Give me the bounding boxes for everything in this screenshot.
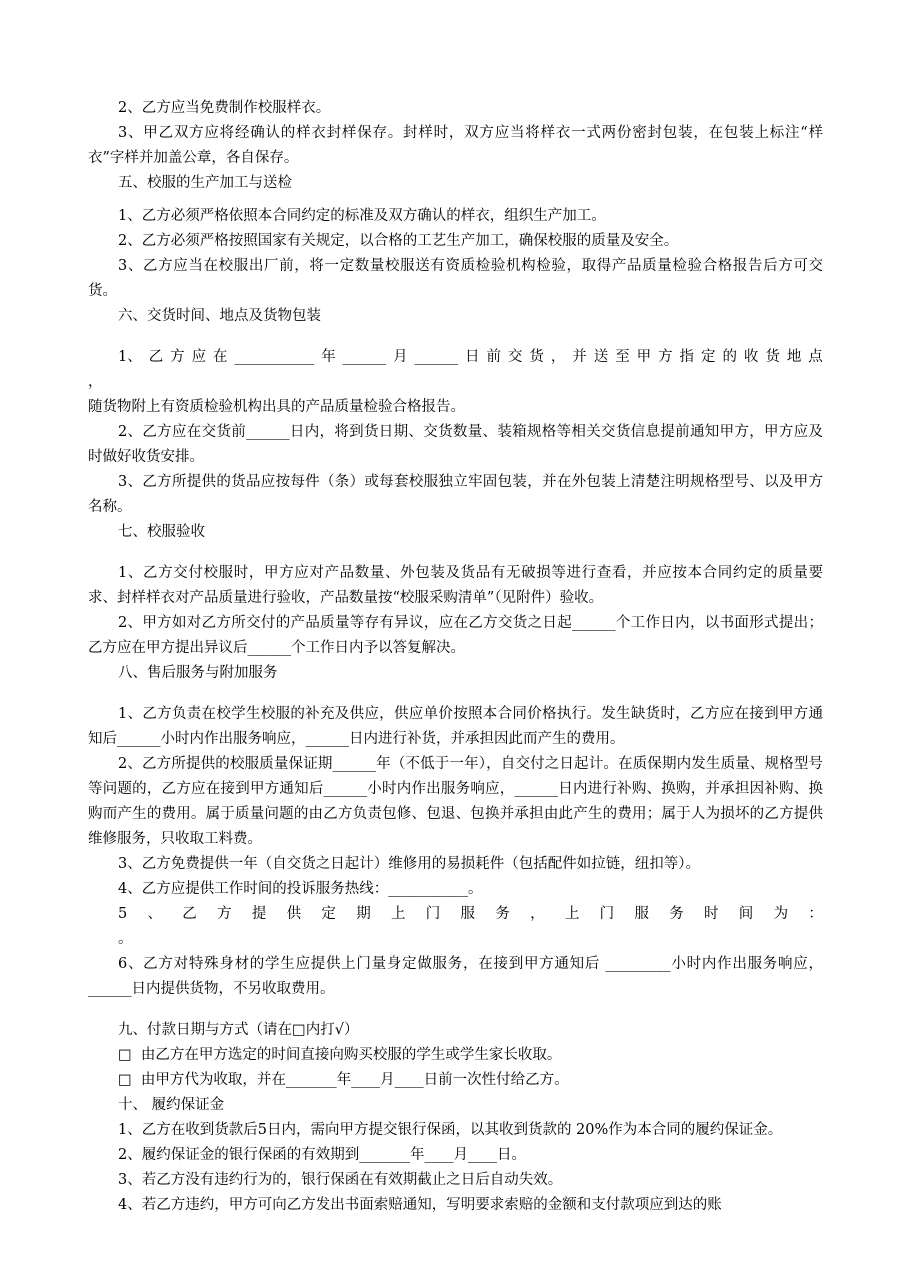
clause-4-3: 3、甲乙双方应将经确认的样衣封样保存。封样时，双方应当将样衣一式两份密封包装，在包装上标注“样衣”字样并加盖公章，各自保存。 — [88, 125, 823, 166]
text-fragment: 前 — [486, 349, 501, 365]
text-fragment: 方 — [217, 906, 232, 922]
clause-7-2: 2、甲方如对乙方所交付的产品质量等存有异议，应在乙方交货之日起______个工作日内，以书面形式提出；乙方应在甲方提出异议后______个工作日内予以答复解决。 — [88, 615, 823, 656]
text-fragment: 应 — [191, 349, 207, 365]
clause-8-6: 6、乙方对特殊身材的学生应提供上门量身定做服务，在接到甲方通知后 _________小时内作出服务响应，______日内提供货物，不另收取费用。 — [88, 956, 823, 997]
text-fragment: 务 — [669, 906, 684, 922]
clause-10-3: 3、若乙方没有违约行为的，银行保函在有效期截止之日后自动失效。 — [118, 1172, 563, 1188]
clause-6-1-comma: ， — [88, 374, 103, 390]
text-fragment: 服 — [634, 906, 649, 922]
text-fragment: 货 — [765, 349, 780, 365]
clause-8-5-line — [88, 902, 823, 927]
blank-field: ___________ — [234, 349, 315, 365]
clause-6-1-continuation: 随货物附上有资质检验机构出具的产品质量检验合格报告。 — [88, 399, 465, 415]
clause-6-1-line — [88, 345, 823, 370]
clause-10-2: 2、履约保证金的银行保函的有效期到_______年____月____日。 — [118, 1147, 526, 1163]
text-fragment: 间 — [738, 906, 754, 922]
clause-8-1: 1、乙方负责在校学生校服的补充及供应，供应单价按照本合同价格执行。发生缺货时，乙方应在接到甲方通知后______小时内作出服务响应，______日内进行补货，并承担因此而产生的费用。 — [88, 706, 823, 747]
text-fragment: 月 — [393, 349, 408, 365]
text-fragment: 务 — [495, 906, 510, 922]
text-fragment: 上 — [390, 906, 406, 922]
text-fragment: 服 — [460, 906, 476, 922]
section-7-heading: 七、校服验收 — [118, 524, 205, 540]
text-fragment: 在 — [213, 349, 228, 365]
text-fragment: 方 — [170, 349, 185, 365]
text-fragment: 乙 — [148, 349, 164, 365]
text-fragment: 并 — [572, 349, 587, 365]
text-fragment: 定 — [321, 906, 336, 922]
contract-body — [88, 96, 823, 1218]
text-fragment: 至 — [615, 349, 630, 365]
text-fragment: 、 — [147, 906, 163, 922]
text-fragment: 提 — [251, 906, 267, 922]
clause-8-5-end: 。 — [118, 931, 133, 947]
clause-5-3: 3、乙方应当在校服出厂前，将一定数量校服送有资质检验机构检验，取得产品质量检验合格报告后方可交货。 — [88, 258, 823, 299]
payment-option-2: □ 由甲方代为收取，并在_______年____月____日前一次性付给乙方。 — [118, 1072, 569, 1088]
clause-6-2: 2、乙方应在交货前______日内，将到货日期、交货数量、装箱规格等相关交货信息提前通知甲方，甲方应及时做好收货安排。 — [88, 424, 823, 465]
clause-8-2: 2、乙方所提供的校服质量保证期______年（不低于一年），自交付之日起计。在质保期内发生质量、规格型号等问题的，乙方应在接到甲方通知后______小时内作出服务响应，______日内进行补购、换购，并承担因补购、换购而产生的费用。属于质量问题的由乙方负责包修、包退、包换并承担由此产生的费用；属于人为损坏的乙方提供维修服务，只收取工料费。 — [88, 756, 823, 847]
text-fragment: 为 — [773, 906, 789, 922]
text-fragment: 点 — [808, 349, 823, 365]
text-fragment: 供 — [286, 906, 302, 922]
text-fragment: 交 — [507, 349, 523, 365]
text-fragment: 期 — [356, 906, 371, 922]
clause-10-4: 4、若乙方违约，甲方可向乙方发出书面索赔通知，写明要求索赔的金额和支付款项应到达的账 — [118, 1197, 722, 1213]
clause-4-2: 2、乙方应当免费制作校服样衣。 — [118, 100, 331, 116]
text-fragment: ， — [530, 906, 545, 922]
clause-8-4: 4、乙方应提供工作时间的投诉服务热线：___________。 — [118, 881, 483, 897]
text-fragment: 定 — [701, 349, 716, 365]
text-fragment: ： — [808, 906, 823, 922]
text-fragment: 送 — [593, 349, 609, 365]
text-fragment: 指 — [679, 349, 695, 365]
text-fragment: 甲 — [636, 349, 652, 365]
clause-5-1: 1、乙方必须严格依照本合同约定的标准及双方确认的样衣，组织生产加工。 — [118, 208, 606, 224]
text-fragment: 5 — [118, 906, 128, 922]
blank-field: ______ — [414, 349, 459, 365]
text-fragment: 乙 — [182, 906, 197, 922]
text-fragment: ， — [550, 349, 566, 365]
text-fragment: 日 — [465, 349, 480, 365]
text-fragment: 门 — [599, 906, 615, 922]
blank-field: ______ — [342, 349, 387, 365]
text-fragment: 上 — [564, 906, 580, 922]
section-6-heading: 六、交货时间、地点及货物包装 — [118, 308, 321, 324]
text-fragment: 的 — [722, 349, 737, 365]
text-fragment: 时 — [704, 906, 719, 922]
text-fragment: 1、 — [118, 349, 142, 365]
text-fragment: 收 — [743, 349, 759, 365]
section-5-heading: 五、校服的生产加工与送检 — [118, 175, 292, 191]
section-8-heading: 八、售后服务与附加服务 — [118, 665, 278, 681]
text-fragment: 年 — [321, 349, 336, 365]
text-fragment: 方 — [658, 349, 673, 365]
section-10-heading: 十、 履约保证金 — [118, 1097, 225, 1113]
clause-7-1: 1、乙方交付校服时，甲方应对产品数量、外包装及货品有无破损等进行查看，并应按本合同约定的质量要求、封样样衣对产品质量进行验收，产品数量按“校服采购清单”（见附件）验收。 — [88, 565, 823, 606]
clause-5-2: 2、乙方必须严格按照国家有关规定，以合格的工艺生产加工，确保校服的质量及安全。 — [118, 233, 679, 249]
clause-6-3: 3、乙方所提供的货品应按每件（条）或每套校服独立牢固包装，并在外包装上清楚注明规格型号、以及甲方名称。 — [88, 474, 823, 515]
section-9-heading: 九、付款日期与方式（请在□内打√） — [118, 1022, 359, 1038]
clause-10-1: 1、乙方在收到货款后5日内，需向甲方提交银行保函，以其收到货款的 20%作为本合同的履约保证金。 — [118, 1122, 783, 1138]
text-fragment: 货 — [529, 349, 544, 365]
text-fragment: 地 — [786, 349, 802, 365]
text-fragment: 门 — [425, 906, 441, 922]
clause-8-3: 3、乙方免费提供一年（自交货之日起计）维修用的易损耗件（包括配件如拉链，纽扣等）。 — [118, 856, 700, 872]
payment-option-1: □ 由乙方在甲方选定的时间直接向购买校服的学生或学生家长收取。 — [118, 1047, 562, 1063]
